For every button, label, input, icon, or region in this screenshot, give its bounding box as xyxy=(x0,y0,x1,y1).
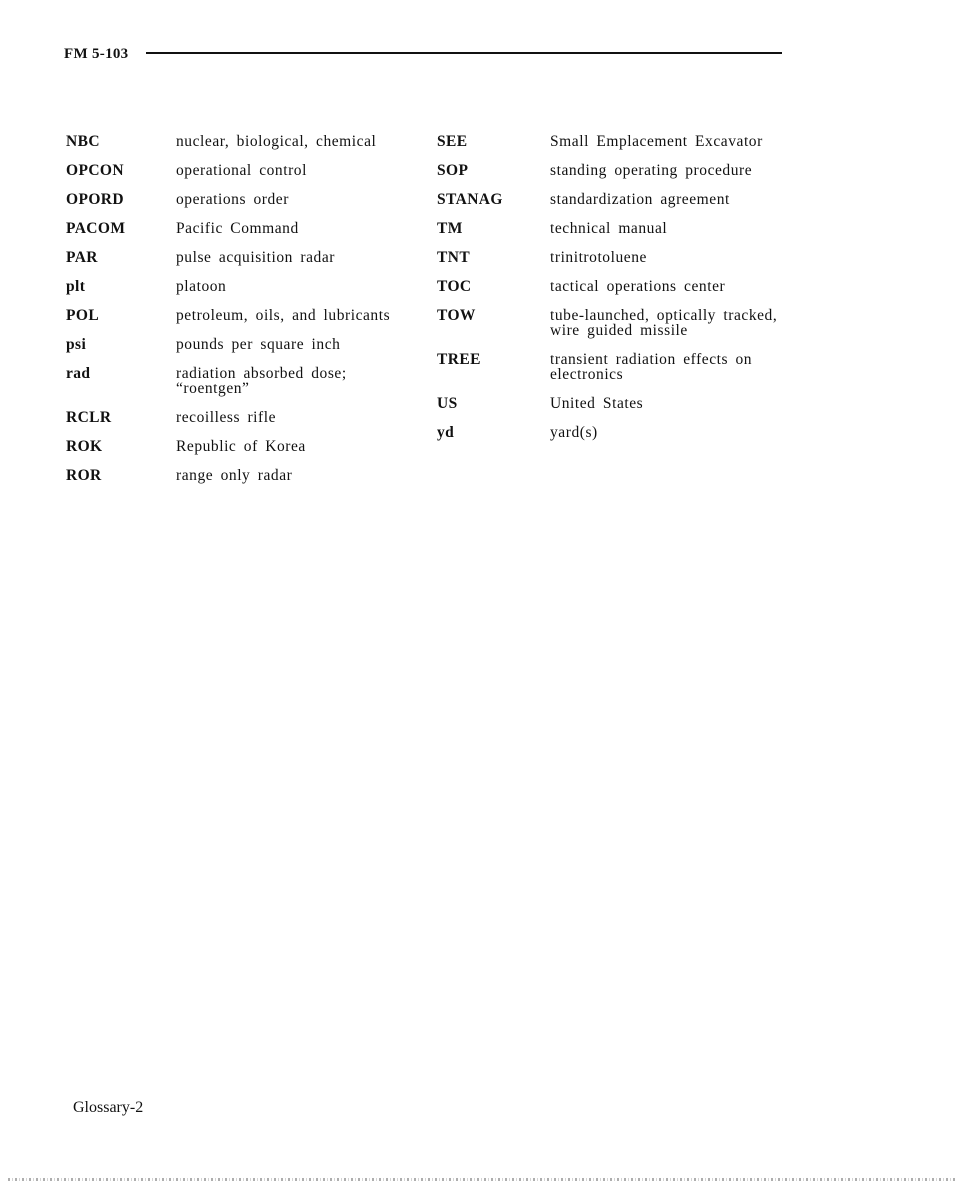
glossary-entry xyxy=(437,220,787,236)
glossary-definition: United States xyxy=(550,395,644,412)
glossary-definition: transient radiation effects on electronics xyxy=(550,351,753,383)
glossary-term: psi xyxy=(66,336,87,353)
glossary-entry xyxy=(66,220,416,236)
glossary-term: ROK xyxy=(66,438,103,455)
glossary-term: TOW xyxy=(437,307,476,324)
glossary-entry xyxy=(66,336,416,352)
glossary-entry xyxy=(437,351,787,382)
glossary-term: RCLR xyxy=(66,409,112,426)
glossary-definition: Republic of Korea xyxy=(176,438,306,455)
glossary-definition: platoon xyxy=(176,278,227,295)
glossary-definition: operations order xyxy=(176,191,289,208)
glossary-entry xyxy=(66,467,416,483)
glossary-term: STANAG xyxy=(437,191,503,208)
glossary-term: POL xyxy=(66,307,100,324)
glossary-definition: tube-launched, optically tracked, wire guided missile xyxy=(550,307,778,339)
glossary-definition: recoilless rifle xyxy=(176,409,277,426)
glossary-term: OPORD xyxy=(66,191,124,208)
glossary-entry xyxy=(66,365,416,396)
glossary-definition: petroleum, oils, and lubricants xyxy=(176,307,391,324)
glossary-entry xyxy=(437,424,787,440)
glossary-entry xyxy=(437,162,787,178)
glossary-entry xyxy=(66,409,416,425)
page-header xyxy=(64,46,784,66)
glossary-term: US xyxy=(437,395,458,412)
glossary-entry xyxy=(437,278,787,294)
glossary-entry xyxy=(66,162,416,178)
glossary-term: TOC xyxy=(437,278,472,295)
header-rule xyxy=(146,52,782,54)
glossary-term: PACOM xyxy=(66,220,126,237)
glossary-definition: yard(s) xyxy=(550,424,598,441)
glossary-entry xyxy=(437,191,787,207)
glossary-definition: radiation absorbed dose; “roentgen” xyxy=(176,365,347,397)
glossary-entry xyxy=(66,249,416,265)
glossary-definition: range only radar xyxy=(176,467,293,484)
glossary-definition: technical manual xyxy=(550,220,668,237)
glossary-term: OPCON xyxy=(66,162,124,179)
glossary-entry xyxy=(66,438,416,454)
scan-artifact-strip xyxy=(8,1178,956,1181)
glossary-definition: pounds per square inch xyxy=(176,336,341,353)
glossary-entry xyxy=(66,191,416,207)
glossary-term: plt xyxy=(66,278,86,295)
glossary-term: TREE xyxy=(437,351,481,368)
glossary-term: PAR xyxy=(66,249,98,266)
glossary-term: rad xyxy=(66,365,91,382)
glossary-entry xyxy=(437,395,787,411)
glossary-definition: Pacific Command xyxy=(176,220,299,237)
glossary-term: yd xyxy=(437,424,455,441)
glossary-entry xyxy=(437,307,787,338)
glossary-definition: nuclear, biological, chemical xyxy=(176,133,377,150)
glossary-definition: standing operating procedure xyxy=(550,162,753,179)
glossary-entry xyxy=(66,133,416,149)
glossary-column-right xyxy=(437,133,787,453)
glossary-entry xyxy=(66,278,416,294)
glossary-entry xyxy=(437,133,787,149)
glossary-column-left xyxy=(66,133,416,496)
glossary-term: ROR xyxy=(66,467,102,484)
glossary-definition: standardization agreement xyxy=(550,191,730,208)
glossary-definition: Small Emplacement Excavator xyxy=(550,133,763,150)
glossary-term: SOP xyxy=(437,162,469,179)
glossary-term: TNT xyxy=(437,249,471,266)
glossary-term: SEE xyxy=(437,133,468,150)
manual-number: FM 5-103 xyxy=(64,46,129,62)
page-number: Glossary-2 xyxy=(73,1099,144,1116)
glossary-entry xyxy=(437,249,787,265)
glossary-definition: trinitrotoluene xyxy=(550,249,647,266)
glossary-entry xyxy=(66,307,416,323)
glossary-definition: tactical operations center xyxy=(550,278,726,295)
glossary-term: TM xyxy=(437,220,463,237)
glossary-definition: operational control xyxy=(176,162,307,179)
glossary-definition: pulse acquisition radar xyxy=(176,249,335,266)
glossary-term: NBC xyxy=(66,133,100,150)
